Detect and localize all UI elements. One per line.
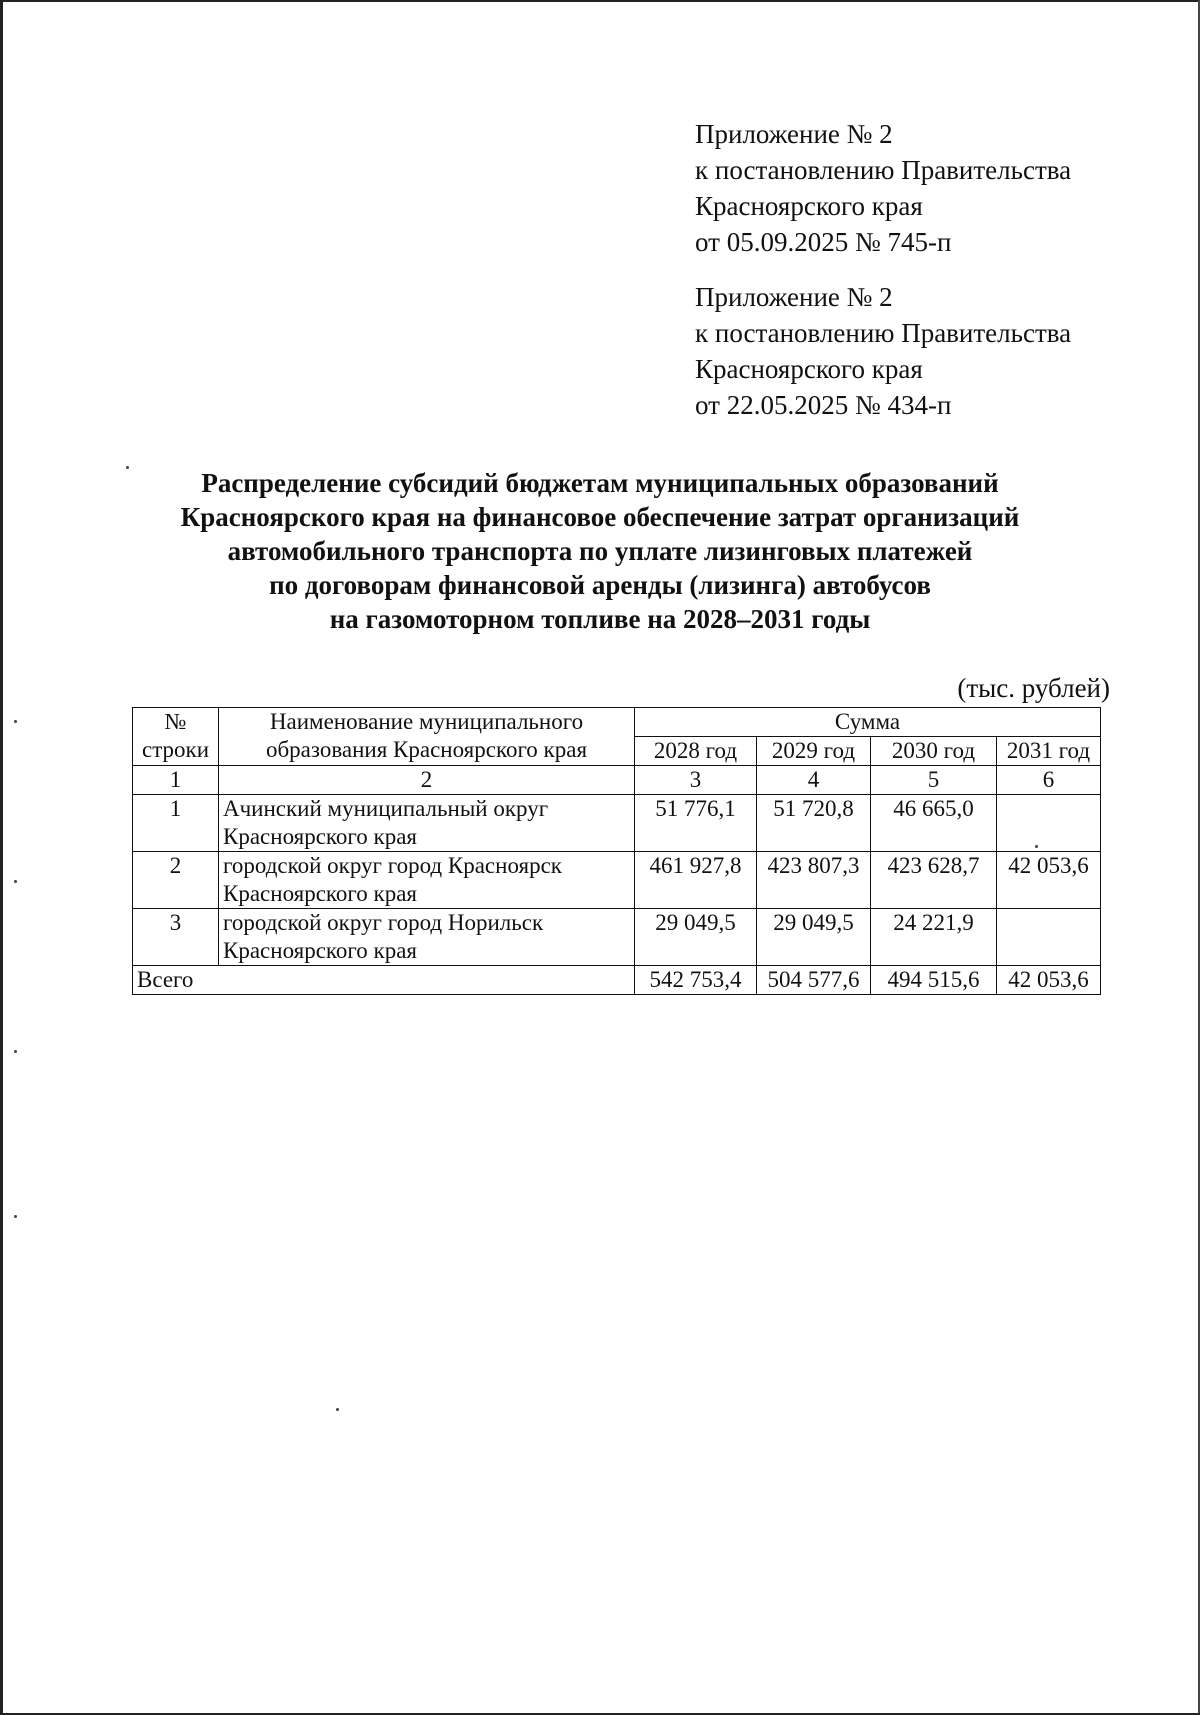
amount-2028: 29 049,5 [635,909,757,966]
page-border-left [0,0,3,1715]
appendix-reference: к постановлению Правительства [695,155,1072,185]
header-year: 2031 год [997,737,1101,766]
column-number: 4 [757,766,871,795]
amount-2030: 24 221,9 [871,909,997,966]
scan-speck [14,880,17,883]
amount-2028: 461 927,8 [635,852,757,909]
page-border-top [0,0,1200,2]
column-number: 1 [133,766,219,795]
municipality-name: городской округ город Норильск Красноярского края [219,909,635,966]
municipality-name: городской округ город Красноярск Красноярского края [219,852,635,909]
amount-2029: 51 720,8 [757,795,871,852]
header-row [133,708,1101,737]
total-2028: 542 753,4 [635,966,757,995]
scan-speck [14,1050,17,1053]
scan-speck [1035,845,1038,848]
subsidy-table [132,707,1101,995]
column-number: 6 [997,766,1101,795]
amount-2030: 46 665,0 [871,795,997,852]
header-year: 2029 год [757,737,871,766]
amount-2028: 51 776,1 [635,795,757,852]
header-row-number: № строки [133,708,219,766]
appendix-date-number: от 05.09.2025 № 745-п [695,227,952,257]
title-line: автомобильного транспорта по уплате лизинговых платежей [227,536,973,566]
title-line: на газомоторном топливе на 2028–2031 годы [329,604,871,634]
column-numbers-row [133,766,1101,795]
amount-2031 [997,795,1101,852]
title-line: Красноярского края на финансовое обеспечение затрат организаций [180,502,1020,532]
row-number: 1 [133,795,219,852]
row-number: 3 [133,909,219,966]
amount-2031: 42 053,6 [997,852,1101,909]
appendix-region: Красноярского края [695,354,923,384]
scan-speck [14,720,17,723]
column-number: 2 [219,766,635,795]
table-row [133,795,1101,852]
column-number: 3 [635,766,757,795]
amount-2030: 423 628,7 [871,852,997,909]
appendix-region: Красноярского края [695,191,923,221]
scan-speck [14,1215,17,1218]
appendix-date-number: от 22.05.2025 № 434-п [695,390,952,420]
amount-2031 [997,909,1101,966]
amount-2029: 29 049,5 [757,909,871,966]
amount-2029: 423 807,3 [757,852,871,909]
header-sum: Сумма [635,708,1101,737]
header-year: 2028 год [635,737,757,766]
scan-speck [336,1408,339,1411]
appendix-block-current [695,116,1071,260]
appendix-block-original [695,279,1071,423]
appendix-label: Приложение № 2 [695,282,893,312]
appendix-reference: к постановлению Правительства [695,318,1072,348]
column-number: 5 [871,766,997,795]
total-2029: 504 577,6 [757,966,871,995]
title-line: по договорам финансовой аренды (лизинга) автобусов [269,570,931,600]
header-year: 2030 год [871,737,997,766]
units-label: (тыс. рублей) [957,673,1110,703]
table-row [133,852,1101,909]
appendix-label: Приложение № 2 [695,119,893,149]
scan-speck [126,466,129,469]
document-title [120,466,1080,636]
municipality-name: Ачинский муниципальный округ Красноярского края [219,795,635,852]
total-2030: 494 515,6 [871,966,997,995]
total-label: Всего [133,966,635,995]
row-number: 2 [133,852,219,909]
table-row [133,909,1101,966]
header-municipality-name: Наименование муниципального образования Красноярского края [219,708,635,766]
title-line: Распределение субсидий бюджетам муниципальных образований [201,468,999,498]
total-row [133,966,1101,995]
total-2031: 42 053,6 [997,966,1101,995]
